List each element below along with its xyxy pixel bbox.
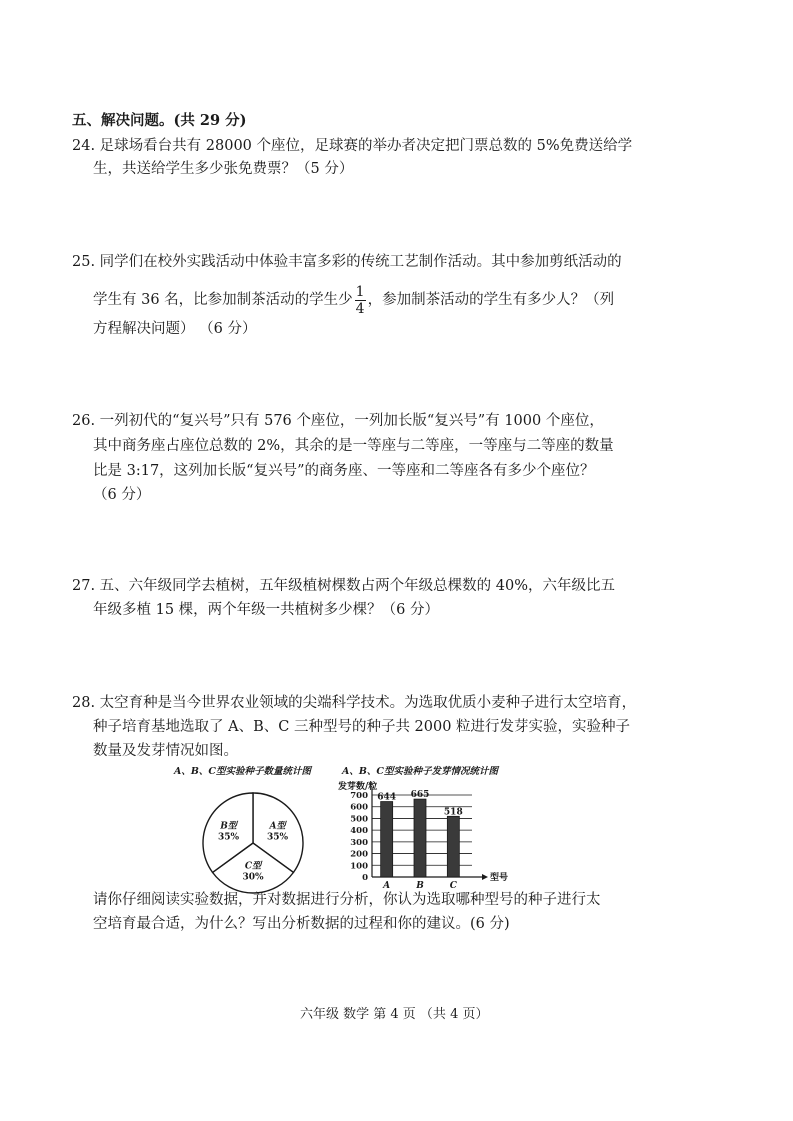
question-24-line-1: 24. 足球场看台共有 28000 个座位，足球赛的举办者决定把门票总数的 5%免费送给学: [72, 138, 633, 154]
bar-chart-title: A、B、C型实验种子发芽情况统计图: [342, 766, 498, 777]
question-26-line-3: 比是 3:17，这列加长版“复兴号”的商务座、一等座和二等座各有多少个座位？: [93, 463, 595, 479]
question-28-after-line-1: 请你仔细阅读实验数据，并对数据进行分析，你认为选取哪种型号的种子进行太: [93, 892, 601, 908]
pie-slice-name: A型: [269, 821, 286, 832]
question-28-line-3: 数量及发芽情况如图。: [93, 743, 238, 759]
question-27-line-2: 年级多植 15 棵，两个年级一共植树多少棵？（6 分）: [93, 602, 440, 618]
bar-chart: [338, 781, 508, 893]
fraction-denominator: 4: [355, 300, 365, 317]
bar-chart-category-label: A: [383, 881, 391, 891]
page-footer: 六年级 数学 第 4 页 （共 4 页）: [300, 1007, 489, 1022]
bar-chart-category-label: B: [416, 881, 424, 891]
bar-chart-ytick: 100: [350, 861, 368, 872]
bar-chart-ytick: 600: [350, 802, 368, 813]
bar-chart-category-label: C: [449, 881, 457, 891]
question-28-line-2: 种子培育基地选取了 A、B、C 三种型号的种子共 2000 粒进行发芽实验，实验种子: [93, 719, 631, 735]
bar-chart-bar: [447, 816, 459, 877]
fraction-one-quarter: [355, 284, 366, 317]
bar-chart-value-label: 644: [377, 792, 397, 803]
bar-chart-bar: [414, 799, 426, 877]
question-27-line-1: 27. 五、六年级同学去植树，五年级植树棵数占两个年级总棵数的 40%，六年级比五: [72, 578, 616, 594]
question-28-after-line-2: 空培育最合适，为什么？写出分析数据的过程和你的建议。(6 分): [93, 916, 510, 932]
pie-slice-label: 35%: [266, 832, 289, 843]
question-24-line-2: 生，共送给学生多少张免费票？（5 分）: [93, 161, 354, 177]
question-28-line-1: 28. 太空育种是当今世界农业领域的尖端科学技术。为选取优质小麦种子进行太空培育，: [72, 695, 637, 711]
section-title: 五、解决问题。(共 29 分): [72, 112, 247, 129]
bar-chart-ytick: 700: [350, 791, 368, 801]
pie-slice-label: 30%: [242, 872, 264, 883]
bar-chart-ytick: 500: [350, 814, 368, 825]
question-26-line-1: 26. 一列初代的“复兴号”只有 576 个座位，一列加长版“复兴号”有 1000 个座位，: [72, 413, 604, 429]
fraction-numerator: 1: [355, 283, 365, 300]
bar-chart-bar: [381, 802, 393, 877]
question-25-line-2-before: 学生有 36 名，比参加制茶活动的学生少: [93, 292, 353, 308]
bar-chart-value-label: 665: [410, 790, 430, 801]
question-25-line-3: 方程解决问题） （6 分）: [93, 321, 257, 337]
question-25-line-2: [93, 280, 614, 320]
bar-chart-xlabel: 型号: [490, 873, 509, 883]
bar-chart-ytick: 300: [350, 837, 368, 848]
question-26-line-4: （6 分）: [93, 487, 151, 503]
bar-chart-ylabel: 发芽数/粒: [338, 782, 378, 792]
bar-chart-ytick: 200: [350, 849, 368, 860]
pie-slice-label: 35%: [217, 832, 240, 843]
question-25-line-2-after: ，参加制茶活动的学生有多少人？（列: [367, 292, 615, 308]
bar-chart-value-label: 518: [443, 807, 463, 818]
pie-slice-name: B型: [220, 821, 237, 832]
pie-chart: [195, 785, 315, 905]
bar-chart-x-arrow: [482, 874, 488, 880]
pie-chart-title: A、B、C型实验种子数量统计图: [174, 766, 311, 777]
pie-slice-name: C型: [244, 861, 262, 872]
question-25-line-1: 25. 同学们在校外实践活动中体验丰富多彩的传统工艺制作活动。其中参加剪纸活动的: [72, 254, 622, 270]
question-26-line-2: 其中商务座占座位总数的 2%，其余的是一等座与二等座，一等座与二等座的数量: [93, 438, 614, 454]
bar-chart-ytick: 400: [350, 826, 368, 837]
bar-chart-ytick: 0: [362, 873, 368, 883]
